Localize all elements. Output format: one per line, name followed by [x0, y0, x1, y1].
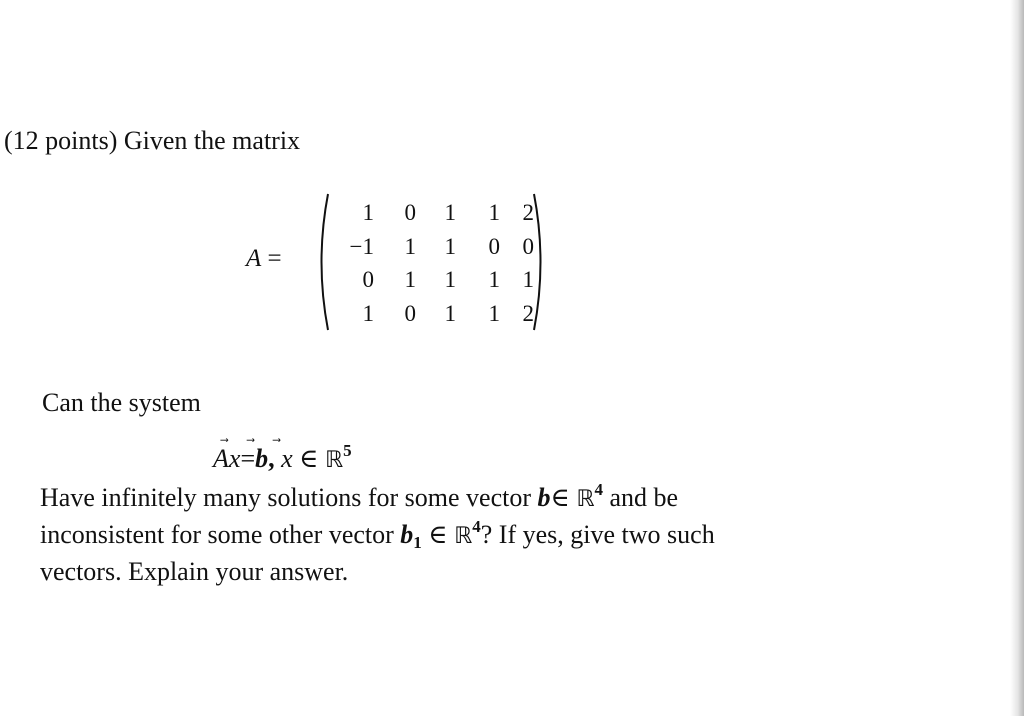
page-edge-shadow: [1010, 0, 1024, 716]
matrix-cell: 0: [404, 300, 416, 326]
equation-equals: =: [240, 444, 256, 473]
matrix-entries: [328, 196, 538, 330]
real-numbers-symbol: ℝ: [324, 447, 344, 473]
vector-x-domain: x: [281, 444, 293, 473]
matrix-name: A: [246, 245, 262, 272]
matrix-cell: 1: [488, 300, 500, 326]
dimension-exponent: 4: [594, 480, 603, 499]
vector-subscript: 1: [413, 533, 422, 552]
matrix-cell: 1: [362, 200, 374, 225]
question-body: [40, 480, 810, 590]
matrix-cell: 1: [404, 233, 416, 259]
matrix-cell: 1: [362, 300, 374, 326]
matrix-cell: 1: [488, 200, 500, 225]
question-text: Can the system: [42, 388, 201, 417]
matrix-cell: 1: [404, 267, 416, 292]
matrix-cell: 0: [488, 233, 500, 259]
system-equation: [213, 442, 352, 477]
matrix-cell: 1: [522, 267, 534, 292]
equation-comma: ,: [268, 444, 275, 473]
matrix-cell: 2: [522, 200, 534, 225]
matrix-cell: 0: [522, 233, 534, 259]
dimension-exponent: 5: [343, 441, 352, 460]
matrix-cell: 1: [444, 300, 456, 326]
vector-b: b: [255, 444, 269, 473]
matrix-right-parenthesis: [530, 192, 550, 332]
matrix-cell: −1: [349, 233, 374, 259]
dimension-exponent: 4: [472, 517, 481, 536]
vector-x: x: [228, 444, 241, 473]
matrix-definition: [246, 192, 576, 332]
vector-b-bold: b: [537, 483, 551, 512]
body-line-2: inconsistent for some other vector $b_1$ ∈ ℝ$^4$? If yes, give two such: [40, 517, 715, 552]
matrix-cell: 0: [362, 267, 374, 292]
matrix-cell: 2: [522, 300, 534, 326]
matrix-cell: 1: [488, 267, 500, 292]
matrix-cell: 1: [444, 267, 456, 292]
equation-matrix-symbol: A: [213, 444, 229, 473]
matrix-cell: 0: [404, 200, 416, 225]
element-of-symbol: ∈: [292, 444, 325, 473]
real-numbers-symbol: ℝ: [576, 486, 595, 512]
vector-b1-bold: b: [400, 520, 414, 549]
matrix-label: [246, 244, 282, 274]
body-line-3: vectors. Explain your answer.: [40, 557, 349, 586]
matrix-cell: 1: [444, 233, 456, 259]
matrix-cell: 1: [444, 200, 456, 225]
body-line-1: Have infinitely many solutions for some vector b∈ ℝ$^4$ and be: [40, 480, 679, 512]
real-numbers-symbol: ℝ: [454, 523, 473, 549]
matrix-equals: =: [267, 245, 282, 272]
problem-heading: (12 points) Given the matrix: [4, 126, 301, 155]
